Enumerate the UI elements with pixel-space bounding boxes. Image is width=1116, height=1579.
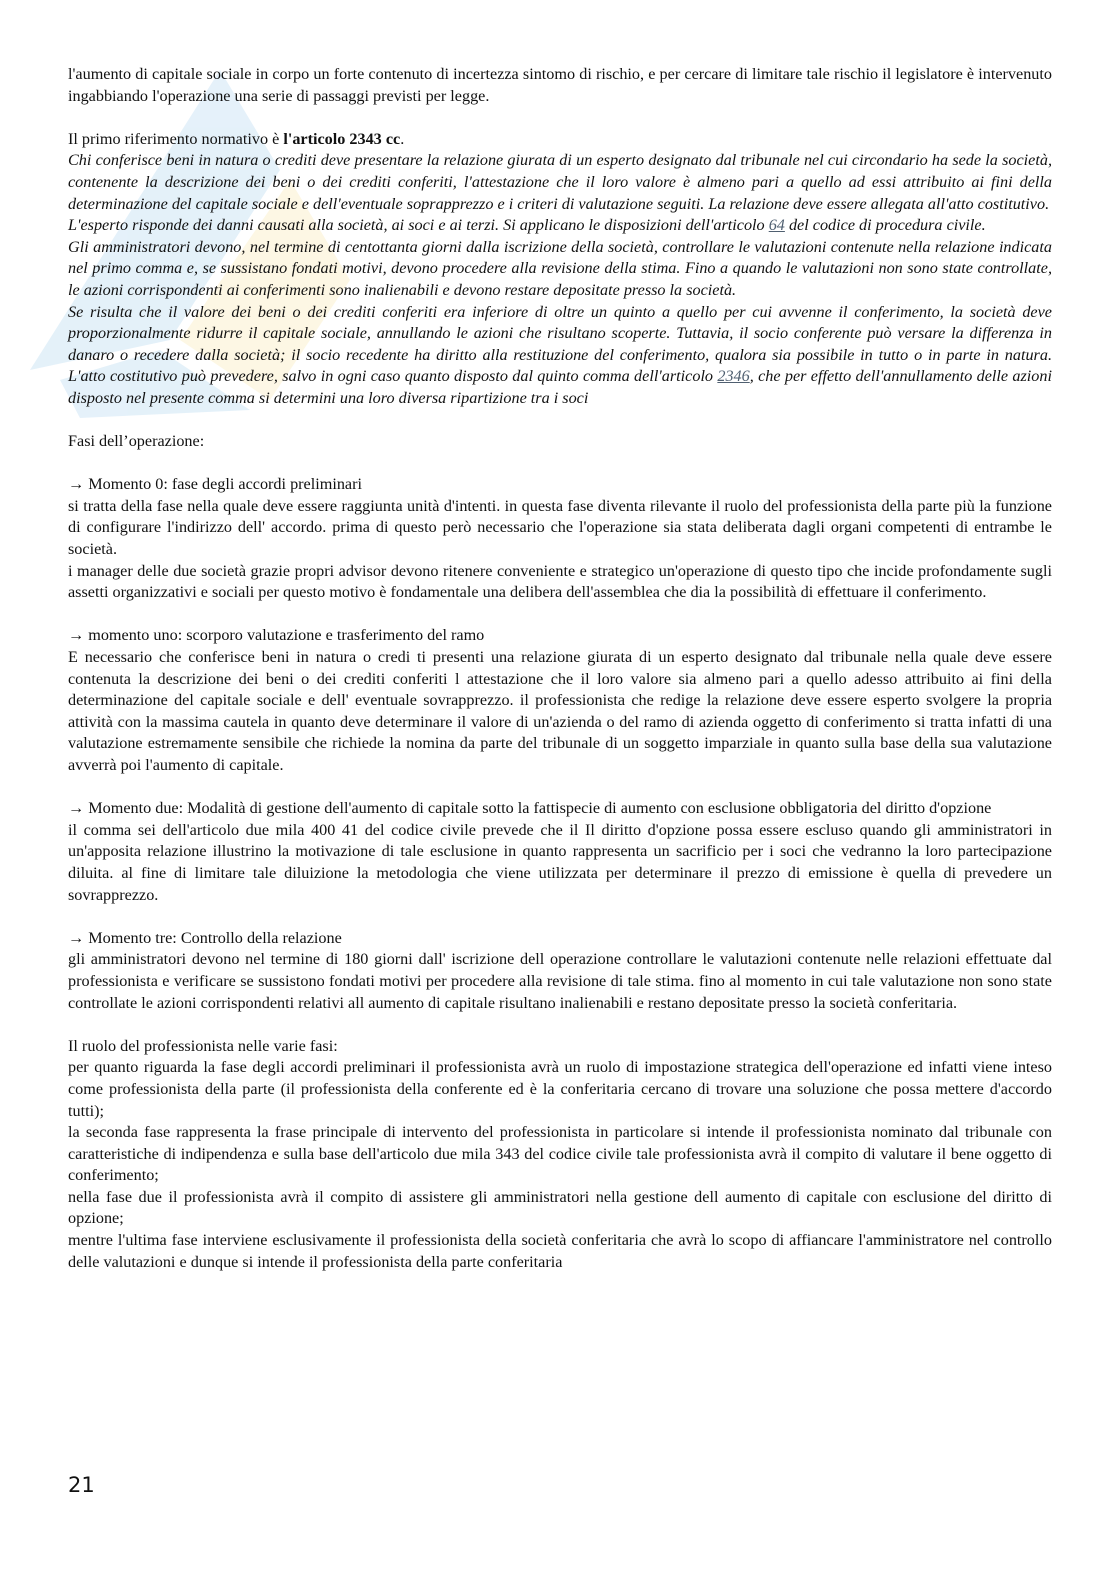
page-number: 21 — [68, 1473, 95, 1497]
moment-3-paragraph: gli amministratori devono nel termine di 180 giorni dall' iscrizione dell operazione controllare le valutazioni contenute nelle relazioni effettuate dal professionista e verificare se sussistono fondati motivi per procedere alla revisione di tale stima. fino al momento in cui tale valutazione non sono state controllate le azioni corrispondenti relativi all aumento di capitale risultano inalienabili e restano depositate presso la società conferitaria. — [68, 950, 1052, 1012]
role-paragraph-2: la seconda fase rappresenta la frase principale di intervento del professionista in particolare si intende il professionista nominato dal tribunale con caratteristiche di indipendenza e sulla base dell'articolo due mila 343 del codice civile tale professionista avrà il compito di valutare il bene oggetto di conferimento; — [68, 1123, 1052, 1185]
article-reference: l'articolo 2343 cc — [283, 129, 401, 148]
role-paragraph-4: mentre l'ultima fase interviene esclusivamente il professionista della società conferitaria che avrà lo scopo di affiancare l'amministratore nel controllo delle valutazioni e dunque si intende il professionista della parte conferitaria — [68, 1231, 1052, 1271]
arrow-icon: → — [68, 799, 85, 818]
article-paragraph-4: Se risulta che il valore dei beni o dei crediti conferiti era inferiore di oltre un quinto a quello per cui avvenne il conferimento, la società deve proporzionalmente ridurre il capitale sociale, annullando le azioni che risultano scoperte. Tuttavia, il socio conferente può versare la differenza in danaro o recedere dalla società; il socio recedente ha diritto alla restituzione del conferimento, qualora sia possibile in tutto o in parte in natura. L'atto costitutivo può prevedere, salvo in ogni caso quanto disposto dal quinto comma dell'articolo 2346, che per effetto dell'annullamento delle azioni disposto nel presente comma si determini una loro diversa ripartizione tra i soci — [68, 302, 1052, 407]
role-paragraph-3: nella fase due il professionista avrà il compito di assistere gli amministratori nella gestione dell aumento di capitale con esclusione del diritto di opzione; — [68, 1187, 1052, 1228]
moment-2-paragraph: il comma sei dell'articolo due mila 400 41 del codice civile prevede che il Il diritto d'opzione possa essere escluso quando gli amministratori in un'apposita relazione illustrino la motivazione di tale esclusione in quanto rappresenta un sacrificio per i soci che vedranno la loro partecipazione diluita. al fine di limitare tale diluizione la metodologia che viene utilizzata per determinare il prezzo di emissione è quella di prevedere un sovrapprezzo. — [68, 820, 1052, 904]
moment-0-title: → Momento 0: fase degli accordi preliminari — [68, 475, 362, 494]
moment-1-title: → momento uno: scorporo valutazione e trasferimento del ramo — [68, 626, 485, 645]
moment-1-paragraph: E necessario che conferisce beni in natura o credi ti presenti una relazione giurata di un esperto designato dal tribunale nella quale deve essere contenuta la descrizione dei beni o dei crediti conferiti l attestazione che il loro valore sia almeno pari a quello adesso attribuito ai fini della determinazione del capitale sociale e dell' eventuale sovrapprezzo. il professionista che redige la relazione deve essere esperto svolgere la propria attività con la massima cautela in quanto deve determinare il valore di un'azienda o del ramo di azienda oggetto di conferimento si tratta infatti di una valutazione estremamente sensibile che richiede la nomina da parte del tribunale di un soggetto imparziale in quanto sulla base della sua valutazione avverrà poi l'aumento di capitale. — [68, 648, 1052, 774]
article-paragraph-2: L'esperto risponde dei danni causati alla società, ai soci e ai terzi. Si applicano le disposizioni dell'articolo 64 del codice di procedura civile. — [68, 216, 986, 235]
article-64-link[interactable]: 64 — [768, 216, 785, 235]
intro-paragraph: l'aumento di capitale sociale in corpo un forte contenuto di incertezza sintomo di rischio, e per cercare di limitare tale rischio il legislatore è intervenuto ingabbiando l'operazione una serie di passaggi previsti per legge. — [68, 65, 1052, 105]
arrow-icon: → — [68, 626, 85, 645]
moment-2-title: → Momento due: Modalità di gestione dell'aumento di capitale sotto la fattispecie di aumento con esclusione obbligatoria del diritto d'opzione — [68, 799, 992, 818]
moment-0-paragraph-1: si tratta della fase nella quale deve essere raggiunta unità d'intenti. in questa fase diventa rilevante il ruolo del professionista della parte più la funzione di configurare l'indirizzo dell' accordo. prima di questo però necessario che l'operazione sia stata deliberata dagli organi competenti di entrambe le società. — [68, 496, 1052, 559]
arrow-icon: → — [68, 928, 85, 947]
document-body — [68, 64, 1052, 1273]
article-paragraph-3: Gli amministratori devono, nel termine di centottanta giorni dalla iscrizione della società, controllare le valutazioni contenute nella relazione indicata nel primo comma e, se sussistano fondati motivi, devono procedere alla revisione della stima. Fino a quando le valutazioni non sono state controllate, le azioni corrispondenti ai conferimenti sono inalienabili e devono restare depositate presso la società. — [68, 237, 1052, 299]
arrow-icon: → — [68, 475, 85, 494]
role-paragraph-1: per quanto riguarda la fase degli accordi preliminari il professionista avrà un ruolo di impostazione strategica dell'operazione ed infatti viene inteso come professionista della parte (il professionista della conferente ed è la conferitaria cercano di trovare una soluzione che possa mettere d'accordo tutti); — [68, 1058, 1052, 1120]
moment-3-title: → Momento tre: Controllo della relazione — [68, 928, 342, 947]
article-2346-link[interactable]: 2346 — [717, 367, 750, 386]
moment-0-paragraph-2: i manager delle due società grazie propri advisor devono ritenere conveniente e strategico un'operazione di questo tipo che incide profondamente sugli assetti organizzativi e sociali per questo motivo è fondamentale una delibera dell'assemblea che dia la possibilità di effettuare il conferimento. — [68, 561, 1052, 602]
normative-reference: Il primo riferimento normativo è l'articolo 2343 cc. — [68, 129, 405, 148]
article-paragraph-1: Chi conferisce beni in natura o crediti deve presentare la relazione giurata di un esperto designato dal tribunale nel cui circondario ha sede la società, contenente la descrizione dei beni o dei crediti conferiti, l'attestazione che il loro valore è almeno pari a quello ad essi attribuito ai fini della determinazione del capitale sociale e dell'eventuale soprapprezzo e i criteri di valutazione seguiti. La relazione deve essere allegata all'atto costitutivo. — [68, 151, 1052, 213]
phases-title: Fasi dell’operazione: — [68, 432, 205, 451]
role-title: Il ruolo del professionista nelle varie fasi: — [68, 1036, 338, 1055]
